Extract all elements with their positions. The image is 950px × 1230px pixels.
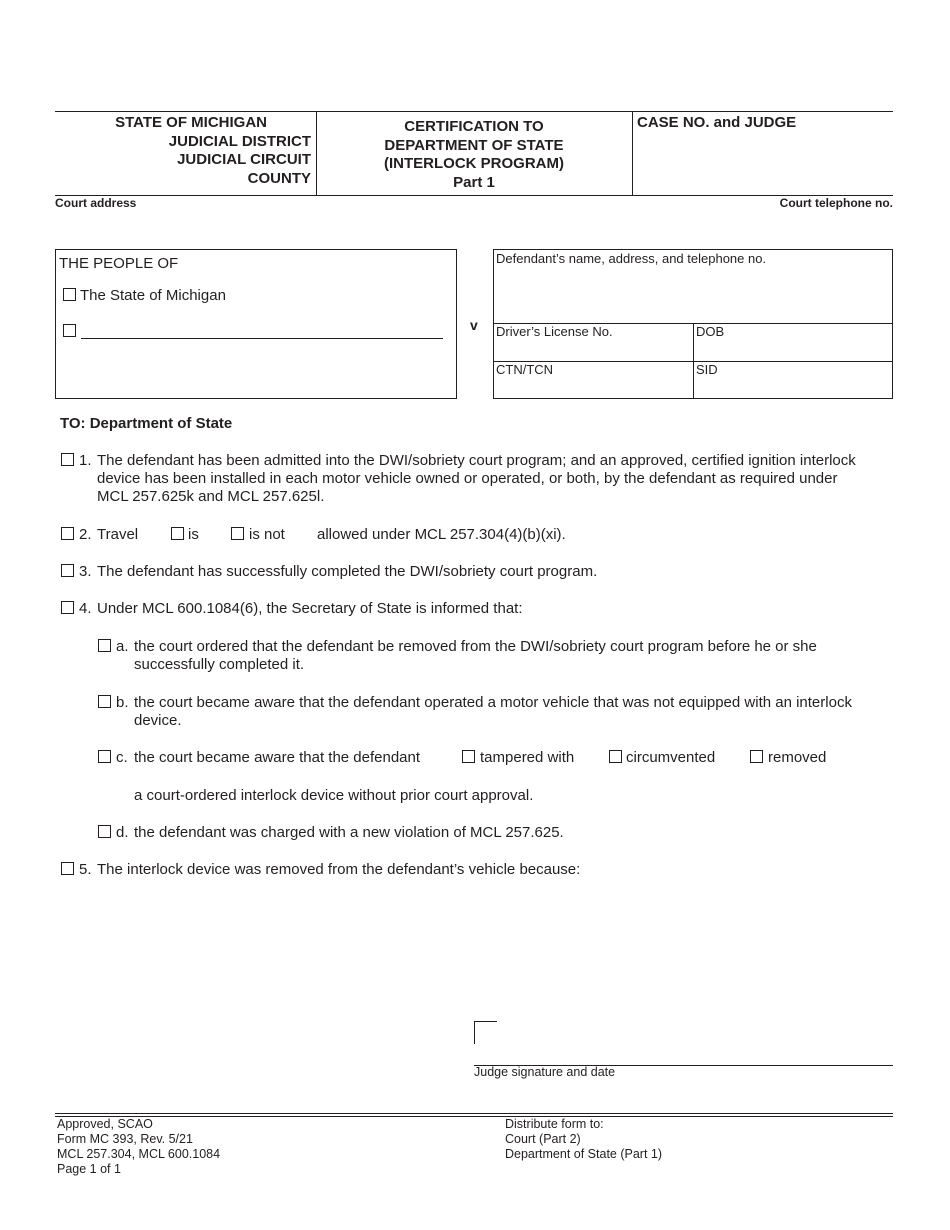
item-3-checkbox[interactable] bbox=[61, 564, 74, 577]
item-3-number: 3. bbox=[79, 563, 92, 580]
ctn-field[interactable] bbox=[496, 379, 691, 397]
signature-corner-left bbox=[474, 1021, 475, 1044]
distribute-court: Court (Part 2) bbox=[505, 1132, 581, 1146]
item-1-number: 1. bbox=[79, 452, 92, 469]
distribute-department: Department of State (Part 1) bbox=[505, 1147, 663, 1161]
item-4b-checkbox[interactable] bbox=[98, 695, 111, 708]
form-title-line-4: Part 1 bbox=[453, 173, 495, 191]
header-divider-2 bbox=[632, 112, 633, 195]
footer-distribution-block bbox=[505, 1117, 662, 1162]
footer-mcl: MCL 257.304, MCL 600.1084 bbox=[57, 1147, 221, 1161]
header-bottom-rule bbox=[55, 195, 893, 196]
court-county-line: COUNTY bbox=[247, 169, 311, 187]
plaintiff-box bbox=[55, 249, 457, 399]
sid-field[interactable] bbox=[696, 379, 890, 397]
to-line: TO: Department of State bbox=[60, 415, 233, 432]
court-address-label: Court address bbox=[55, 196, 137, 210]
item-5-checkbox[interactable] bbox=[61, 862, 74, 875]
case-no-label: CASE NO. and JUDGE bbox=[637, 114, 797, 131]
item-4b-letter: b. bbox=[116, 694, 129, 711]
dob-field[interactable] bbox=[696, 341, 890, 359]
tampered-with-checkbox[interactable] bbox=[462, 750, 475, 763]
defendant-box bbox=[493, 249, 893, 399]
license-label: Driver’s License No. bbox=[496, 324, 613, 339]
item-2-checkbox[interactable] bbox=[61, 527, 74, 540]
item-4d-text: the defendant was charged with a new violation of MCL 257.625. bbox=[134, 824, 564, 841]
item-5-text: The interlock device was removed from the defendant’s vehicle because: bbox=[97, 861, 581, 878]
item-1-line-1: The defendant has been admitted into the DWI/sobriety court program; and an approved, certified ignition interlock bbox=[97, 452, 856, 469]
court-state-line: STATE OF MICHIGAN bbox=[115, 114, 267, 131]
defendant-col-divider bbox=[693, 324, 694, 399]
court-info-block bbox=[60, 114, 311, 188]
item-4b-line-2: device. bbox=[134, 712, 182, 729]
item-4c-tail: a court-ordered interlock device without prior court approval. bbox=[134, 787, 534, 804]
sid-label: SID bbox=[696, 362, 718, 377]
state-of-michigan-label: The State of Michigan bbox=[80, 287, 226, 304]
item-4b-line-1: the court became aware that the defendant operated a motor vehicle that was not equipped with an interlock bbox=[134, 694, 852, 711]
item-4c-checkbox[interactable] bbox=[98, 750, 111, 763]
case-no-field[interactable] bbox=[636, 136, 890, 192]
footer-left-block bbox=[57, 1117, 220, 1177]
item-4-text: Under MCL 600.1084(6), the Secretary of State is informed that: bbox=[97, 600, 523, 617]
form-title-line-1: CERTIFICATION TO bbox=[404, 118, 544, 135]
travel-is-not-checkbox[interactable] bbox=[231, 527, 244, 540]
circumvented-label: circumvented bbox=[626, 749, 716, 766]
removed-label: removed bbox=[768, 749, 827, 766]
circumvented-checkbox[interactable] bbox=[609, 750, 622, 763]
distribute-label: Distribute form to: bbox=[505, 1117, 604, 1131]
footer-form-number: Form MC 393, Rev. 5/21 bbox=[57, 1132, 193, 1146]
item-2-tail: allowed under MCL 257.304(4)(b)(xi). bbox=[317, 526, 566, 543]
other-plaintiff-field[interactable] bbox=[81, 320, 443, 339]
item-4a-line-1: the court ordered that the defendant be removed from the DWI/sobriety court program before he or she bbox=[134, 638, 817, 655]
signature-field[interactable] bbox=[476, 1024, 892, 1064]
court-telephone-label: Court telephone no. bbox=[779, 196, 893, 210]
court-district-line: JUDICIAL DISTRICT bbox=[168, 132, 311, 150]
item-4a-checkbox[interactable] bbox=[98, 639, 111, 652]
tampered-with-label: tampered with bbox=[480, 749, 575, 766]
item-1-checkbox[interactable] bbox=[61, 453, 74, 466]
removed-checkbox[interactable] bbox=[750, 750, 763, 763]
item-3-text: The defendant has successfully completed the DWI/sobriety court program. bbox=[97, 563, 598, 580]
item-4c-text: the court became aware that the defendant bbox=[134, 749, 421, 766]
item-4a-line-2: successfully completed it. bbox=[134, 656, 305, 673]
court-circuit-line: JUDICIAL CIRCUIT bbox=[177, 151, 311, 168]
travel-is-checkbox[interactable] bbox=[171, 527, 184, 540]
item-5-reason-field[interactable] bbox=[97, 884, 893, 994]
item-4d-checkbox[interactable] bbox=[98, 825, 111, 838]
license-field[interactable] bbox=[496, 341, 691, 359]
form-title-line-2: DEPARTMENT OF STATE bbox=[384, 136, 564, 154]
other-plaintiff-checkbox[interactable] bbox=[63, 324, 76, 337]
defendant-name-field[interactable] bbox=[496, 268, 890, 322]
form-title-block bbox=[316, 118, 632, 192]
item-4c-letter: c. bbox=[116, 749, 128, 766]
people-of-label: THE PEOPLE OF bbox=[59, 255, 179, 272]
travel-is-not-label: is not bbox=[249, 526, 285, 543]
footer-approved: Approved, SCAO bbox=[57, 1117, 153, 1131]
item-1-text bbox=[97, 452, 897, 506]
versus-label: v bbox=[470, 317, 478, 333]
ctn-label: CTN/TCN bbox=[496, 362, 554, 377]
item-1-line-2: device has been installed in each motor vehicle owned or operated, or both, by the defendant as required under bbox=[97, 470, 838, 487]
item-5-number: 5. bbox=[79, 861, 92, 878]
footer-page: Page 1 of 1 bbox=[57, 1162, 121, 1176]
dob-label: DOB bbox=[696, 324, 725, 339]
item-4d-letter: d. bbox=[116, 824, 129, 841]
judge-signature-label: Judge signature and date bbox=[474, 1065, 616, 1079]
header-top-rule bbox=[55, 111, 893, 112]
item-4-checkbox[interactable] bbox=[61, 601, 74, 614]
item-2-travel-label: Travel bbox=[97, 526, 139, 543]
item-2-number: 2. bbox=[79, 526, 92, 543]
item-1-line-3: MCL 257.625k and MCL 257.625l. bbox=[97, 488, 325, 505]
travel-is-label: is bbox=[188, 526, 199, 543]
form-title-line-3: (INTERLOCK PROGRAM) bbox=[384, 155, 564, 172]
item-4b-text bbox=[134, 694, 894, 730]
item-4-number: 4. bbox=[79, 600, 92, 617]
signature-corner-top bbox=[474, 1021, 497, 1022]
state-of-michigan-checkbox[interactable] bbox=[63, 288, 76, 301]
item-4a-text bbox=[134, 638, 894, 674]
item-4a-letter: a. bbox=[116, 638, 129, 655]
footer-rule-1 bbox=[55, 1113, 893, 1114]
defendant-name-label: Defendant’s name, address, and telephone no. bbox=[496, 251, 767, 266]
